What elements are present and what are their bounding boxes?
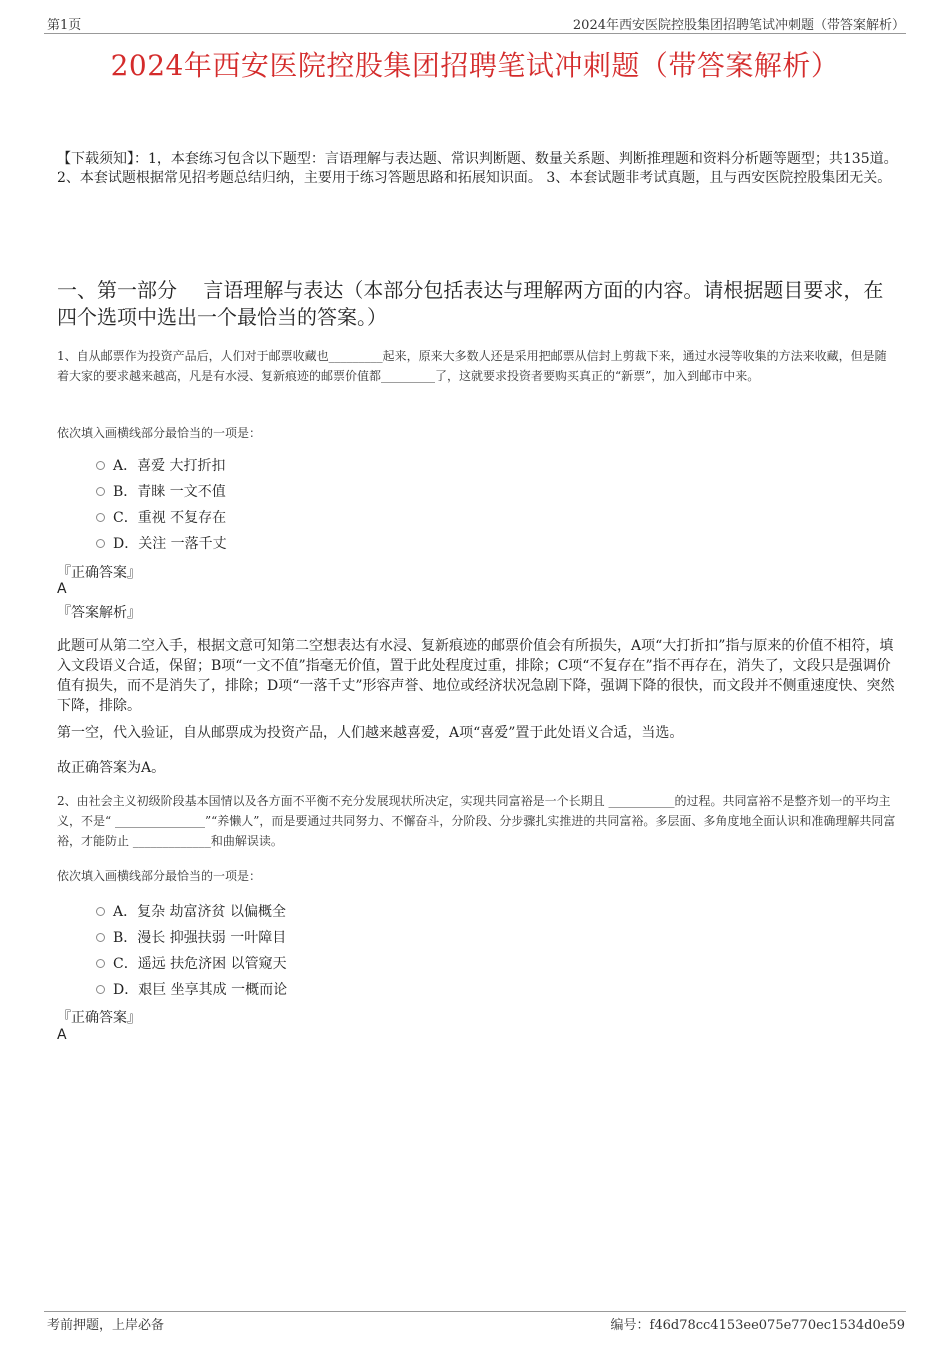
- radio-icon[interactable]: [96, 539, 105, 548]
- radio-icon[interactable]: [96, 487, 105, 496]
- question-1-answer: A: [57, 581, 67, 597]
- question-2-stem: 2、由社会主义初级阶段基本国情以及各方面不平衡不充分发展现状所决定，实现共同富裕是一个长期且 ___________的过程。共同富裕不是整齐划一的平均主义，不是“ _______________”“养懒人”，而是要通过共同努力、不懈奋斗，分阶段、分步骤扎实推进的共同富裕。多层面、多角度地全面认识和准确理解共同富裕，才能防止 _____________和曲解误读。: [57, 794, 896, 848]
- radio-icon[interactable]: [96, 985, 105, 994]
- question-2-answer: A: [57, 1027, 67, 1043]
- question-2-option-a[interactable]: A．复杂 劫富济贫 以偏概全: [96, 898, 287, 924]
- question-1-option-d[interactable]: D．关注 一落千丈: [96, 530, 227, 556]
- question-2-prompt: 依次填入画横线部分最恰当的一项是：: [57, 869, 262, 883]
- question-1-stem: 1、自从邮票作为投资产品后，人们对于邮票收藏也_________起来，原来大多数人还是采用把邮票从信封上剪裁下来，通过水浸等收集的方法来收藏，但是随着大家的要求越来越高，凡是有水浸、复新痕迹的邮票价值都_________了，这就要求投资者要购买真正的“新票”，加入到邮市中来。: [57, 349, 887, 383]
- question-1-analysis-1: 此题可从第二空入手，根据文意可知第二空想表达有水浸、复新痕迹的邮票价值会有所损失，A项“大打折扣”指与原来的价值不相符，填入文段语义合适，保留；B项“一文不值”指毫无价值，置于此处程度过重，排除；C项“不复存在”指不再存在，消失了，文段只是强调价值有损失，而不是消失了，排除；D项“一落千丈”形容声誉、地位或经济状况急剧下降，强调下降的很快，而文段并不侧重速度快、突然下降，排除。: [57, 638, 895, 714]
- question-1-analysis-label: 『答案解析』: [57, 605, 141, 621]
- question-2-options: [96, 898, 287, 1002]
- question-1-options: [96, 452, 227, 556]
- section-heading: 一、第一部分 言语理解与表达（本部分包括表达与理解两方面的内容。请根据题目要求，在四个选项中选出一个最恰当的答案。）: [57, 278, 884, 329]
- running-header-title: 2024年西安医院控股集团招聘笔试冲刺题（带答案解析）: [572, 18, 905, 33]
- question-1-answer-label: 『正确答案』: [57, 565, 141, 581]
- footer-serial-number: 编号：f46d78cc4153ee075e770ec1534d0e59: [610, 1318, 905, 1333]
- question-1-analysis-3: 故正确答案为A。: [57, 760, 166, 776]
- radio-icon[interactable]: [96, 959, 105, 968]
- question-2-option-b[interactable]: B．漫长 抑强扶弱 一叶障目: [96, 924, 287, 950]
- radio-icon[interactable]: [96, 513, 105, 522]
- question-1-option-b[interactable]: B．青睐 一文不值: [96, 478, 227, 504]
- radio-icon[interactable]: [96, 907, 105, 916]
- radio-icon[interactable]: [96, 461, 105, 470]
- download-notice: 【下载须知】：1，本套练习包含以下题型：言语理解与表达题、常识判断题、数量关系题、判断推理题和资料分析题等题型；共135道。 2、本套试题根据常见招考题总结归纳，主要用于练习答题思路和拓展知识面。 3、本套试题非考试真题，且与西安医院控股集团无关。: [57, 151, 898, 186]
- footer-slogan: 考前押题，上岸必备: [47, 1318, 165, 1333]
- question-1-prompt: 依次填入画横线部分最恰当的一项是：: [57, 426, 262, 440]
- question-1-analysis-2: 第一空，代入验证，自从邮票成为投资产品，人们越来越喜爱，A项“喜爱”置于此处语义合适，当选。: [57, 725, 684, 741]
- header-divider: [44, 33, 906, 34]
- page-number: 第1页: [47, 18, 82, 33]
- document-title: 2024年西安医院控股集团招聘笔试冲刺题（带答案解析）: [110, 49, 840, 82]
- question-2-answer-label: 『正确答案』: [57, 1010, 141, 1026]
- question-1-option-a[interactable]: A．喜爱 大打折扣: [96, 452, 227, 478]
- radio-icon[interactable]: [96, 933, 105, 942]
- question-1-option-c[interactable]: C．重视 不复存在: [96, 504, 227, 530]
- footer-divider: [44, 1311, 906, 1312]
- question-2-option-d[interactable]: D．艰巨 坐享其成 一概而论: [96, 976, 287, 1002]
- question-2-option-c[interactable]: C．遥远 扶危济困 以管窥天: [96, 950, 287, 976]
